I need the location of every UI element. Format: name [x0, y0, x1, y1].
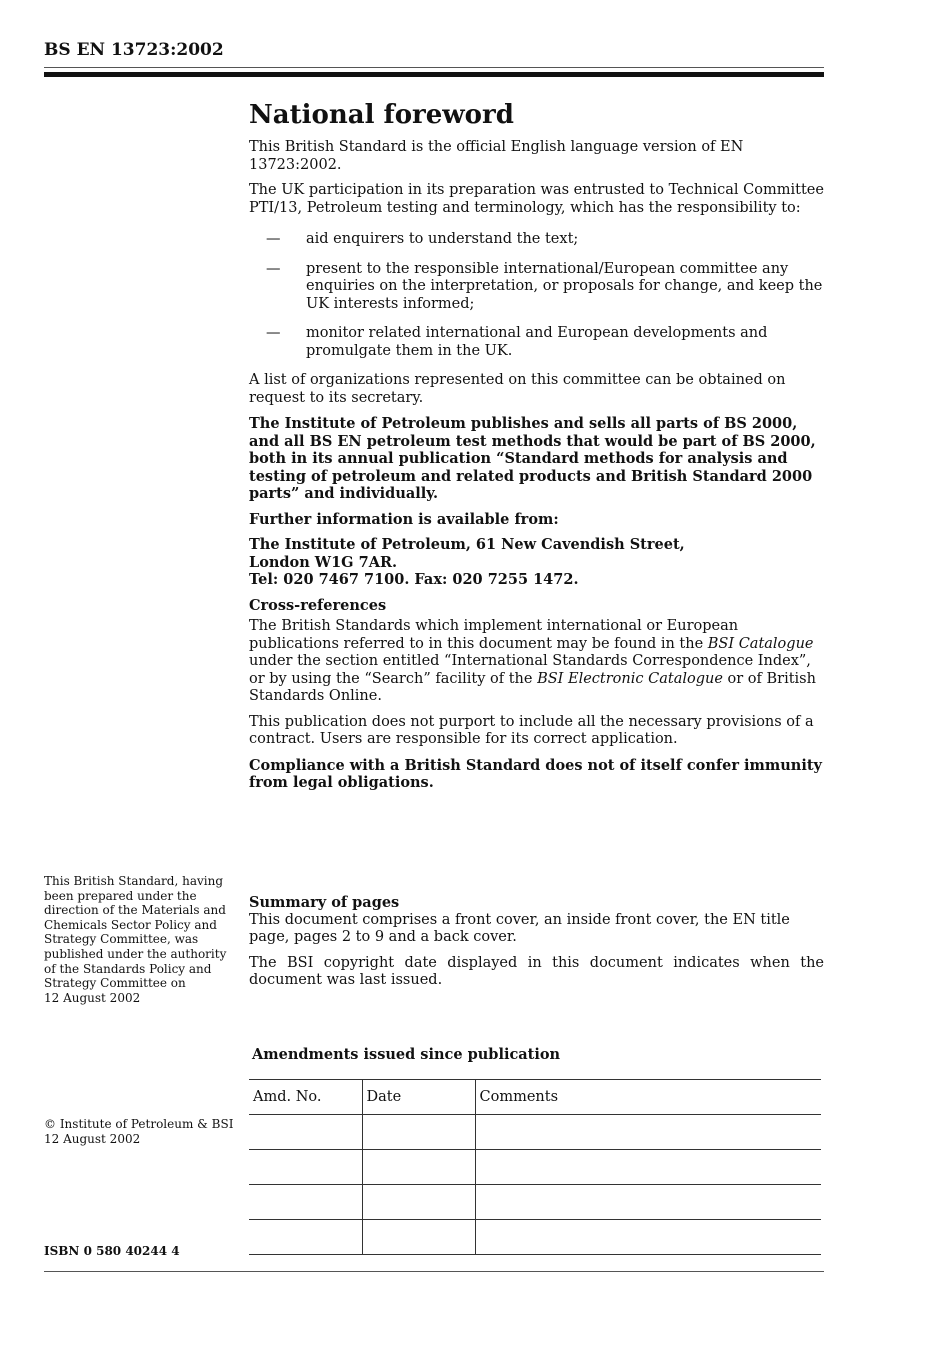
copyright-date-note: The BSI copyright date displayed in this document indicates when the document was last issued.	[249, 954, 824, 988]
dash-bullet: —	[266, 325, 281, 341]
summary-paragraph: This document comprises a front cover, an inside front cover, the EN title page, pages 2 to 9 and a back cover.	[249, 911, 790, 945]
contact-phone-fax: Tel: 020 7467 7100. Fax: 020 7255 1472.	[249, 571, 579, 588]
paragraph-organizations: A list of organizations represented on this committee can be obtained on request to its secretary.	[249, 372, 786, 406]
paragraph-ip-publications: The Institute of Petroleum publishes and sells all parts of BS 2000, and all BS EN petroleum test methods that would be part of BS 2000, both in its annual publication “Standard methods for analysis and testing of petroleum and related products and British Standard 2000 parts” and individually.	[249, 415, 816, 502]
amendments-table	[249, 1079, 821, 1255]
list-item	[249, 325, 824, 360]
column-header-date: Date	[362, 1080, 475, 1115]
list-item-text: monitor related international and European developments and promulgate them in the UK.	[306, 325, 768, 359]
standard-number: BS EN 13723:2002	[44, 40, 224, 60]
summary-heading: Summary of pages	[249, 894, 400, 911]
crossref-text: The British Standards which implement international or European publications referred to in this document may be found in the	[249, 618, 739, 652]
table-cell	[475, 1150, 821, 1185]
responsibility-list	[249, 231, 824, 360]
paragraph-official-version: This British Standard is the official English language version of EN 13723:2002.	[249, 139, 744, 173]
column-header-comments: Comments	[475, 1080, 821, 1115]
dash-bullet: —	[266, 231, 281, 247]
table-cell	[249, 1150, 362, 1185]
table-row	[249, 1220, 821, 1255]
authority-note-date: 12 August 2002	[44, 990, 141, 1005]
table-header-row	[249, 1080, 821, 1115]
table-cell	[475, 1220, 821, 1255]
amendments-title: Amendments issued since publication	[252, 1046, 561, 1063]
copyright-date: 12 August 2002	[44, 1131, 141, 1146]
footer-rule	[44, 1271, 824, 1272]
paragraph-cross-references	[249, 618, 824, 706]
table-cell	[475, 1115, 821, 1150]
list-item	[249, 231, 824, 249]
paragraph-provisions: This publication does not purport to include all the necessary provisions of a contract. Users are responsible for its correct application.	[249, 713, 814, 747]
publication-authority-note	[44, 874, 229, 1005]
paragraph-compliance: Compliance with a British Standard does not of itself confer immunity from legal obligations.	[249, 756, 822, 791]
table-row	[249, 1150, 821, 1185]
paragraph-further-info: Further information is available from:	[249, 510, 559, 528]
national-foreword	[249, 100, 824, 800]
table-cell	[249, 1115, 362, 1150]
table-row	[249, 1185, 821, 1220]
page-title: National foreword	[249, 100, 514, 130]
contact-address	[249, 536, 824, 589]
crossref-text: under the section entitled “International Standards Correspondence Index”, or by using the “Search” facility of the	[249, 653, 811, 687]
list-item-text: aid enquirers to understand the text;	[306, 231, 579, 247]
list-item-text: present to the responsible international/European committee any enquiries on the interpretation, or proposals for change, and keep the UK interests informed;	[306, 260, 823, 312]
table-cell	[249, 1220, 362, 1255]
column-header-amd-no: Amd. No.	[249, 1080, 362, 1115]
table-cell	[362, 1150, 475, 1185]
table-cell	[362, 1185, 475, 1220]
bsi-electronic-catalogue-title: BSI Electronic Catalogue	[537, 670, 723, 687]
dash-bullet: —	[266, 260, 281, 277]
table-cell	[475, 1185, 821, 1220]
list-item	[249, 261, 824, 314]
address-line: The Institute of Petroleum, 61 New Cavendish Street,	[249, 536, 685, 553]
table-cell	[249, 1185, 362, 1220]
crossref-text: or of British Standards Online.	[249, 670, 816, 704]
paragraph-committee: The UK participation in its preparation was entrusted to Technical Committee PTI/13, Petroleum testing and terminology, which has the responsibility to:	[249, 182, 824, 216]
table-cell	[362, 1220, 475, 1255]
isbn: ISBN 0 580 40244 4	[44, 1244, 180, 1258]
table-cell	[362, 1115, 475, 1150]
bsi-catalogue-title: BSI Catalogue	[707, 635, 814, 652]
header-rule-thin	[44, 67, 824, 68]
table-row	[249, 1115, 821, 1150]
copyright-text: © Institute of Petroleum & BSI	[44, 1117, 234, 1131]
address-line: London W1G 7AR.	[249, 553, 398, 571]
summary-of-pages	[249, 894, 824, 998]
header-rule-thick	[44, 72, 824, 77]
authority-note-text: This British Standard, having been prepared under the direction of the Materials and Chemicals Sector Policy and Strategy Committee, was published under the authority of the Standards Policy and Strategy Committee on	[44, 874, 227, 991]
copyright-notice	[44, 1117, 234, 1146]
cross-references-heading: Cross-references	[249, 596, 387, 614]
